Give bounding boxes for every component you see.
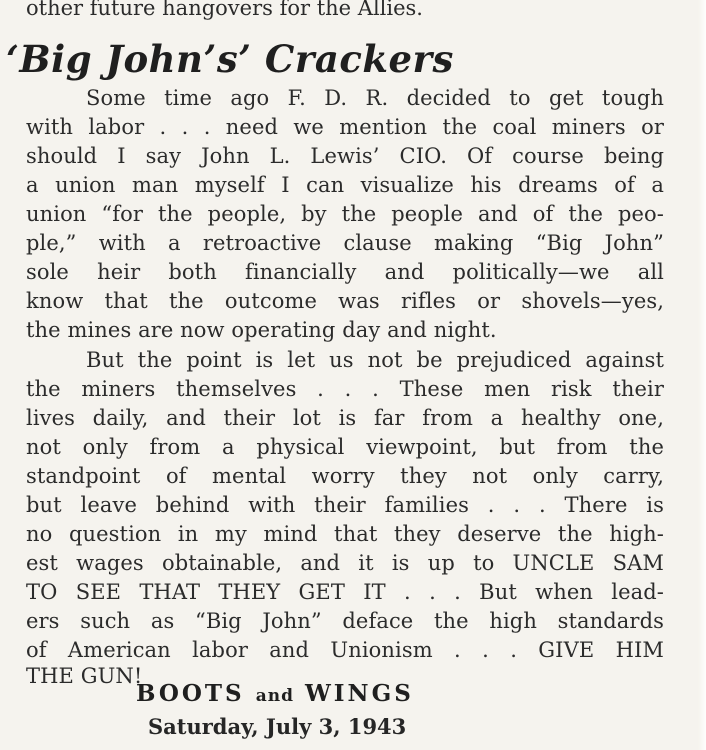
signature-word: WINGS xyxy=(304,680,414,707)
body-line: TO SEE THAT THEY GET IT . . . But when lead- xyxy=(26,580,664,604)
body-line: no question in my mind that they deserve the high- xyxy=(26,522,664,546)
body-line: ple,” with a retroactive clause making “Big John” xyxy=(26,231,664,255)
body-line: with labor . . . need we mention the coal miners or xyxy=(26,115,664,139)
body-line: standpoint of mental worry they not only carry, xyxy=(26,464,664,488)
signature-word: and xyxy=(255,686,294,706)
article-headline: ‘Big John’s’ Crackers xyxy=(6,37,454,81)
body-line: But the point is let us not be prejudiced against xyxy=(86,348,664,372)
body-line: the miners themselves . . . These men risk their xyxy=(26,377,664,401)
clipping-edge xyxy=(698,0,706,750)
body-line: union “for the people, by the people and of the peo- xyxy=(26,202,664,226)
body-line: THE GUN! xyxy=(26,664,143,688)
signature-word: BOOTS xyxy=(136,680,245,707)
body-line: of American labor and Unionism . . . GIVE HIM xyxy=(26,638,664,662)
body-line: lives daily, and their lot is far from a healthy one, xyxy=(26,406,664,430)
body-line: Some time ago F. D. R. decided to get tough xyxy=(86,86,664,110)
body-line: sole heir both financially and politically—we all xyxy=(26,260,664,284)
body-line: est wages obtainable, and it is up to UNCLE SAM xyxy=(26,551,664,575)
body-line: should I say John L. Lewis’ CIO. Of course being xyxy=(26,144,664,168)
signature-date: Saturday, July 3, 1943 xyxy=(148,714,407,739)
body-line: the mines are now operating day and night. xyxy=(26,318,497,342)
signature-name xyxy=(136,680,492,710)
body-line: not only from a physical viewpoint, but from the xyxy=(26,435,664,459)
body-line: know that the outcome was rifles or shovels—yes, xyxy=(26,289,664,313)
body-line: but leave behind with their families . . . There is xyxy=(26,493,664,517)
preceding-article-line: other future hangovers for the Allies. xyxy=(26,0,423,20)
body-line: ers such as “Big John” deface the high standards xyxy=(26,609,664,633)
body-line: a union man myself I can visualize his dreams of a xyxy=(26,173,664,197)
